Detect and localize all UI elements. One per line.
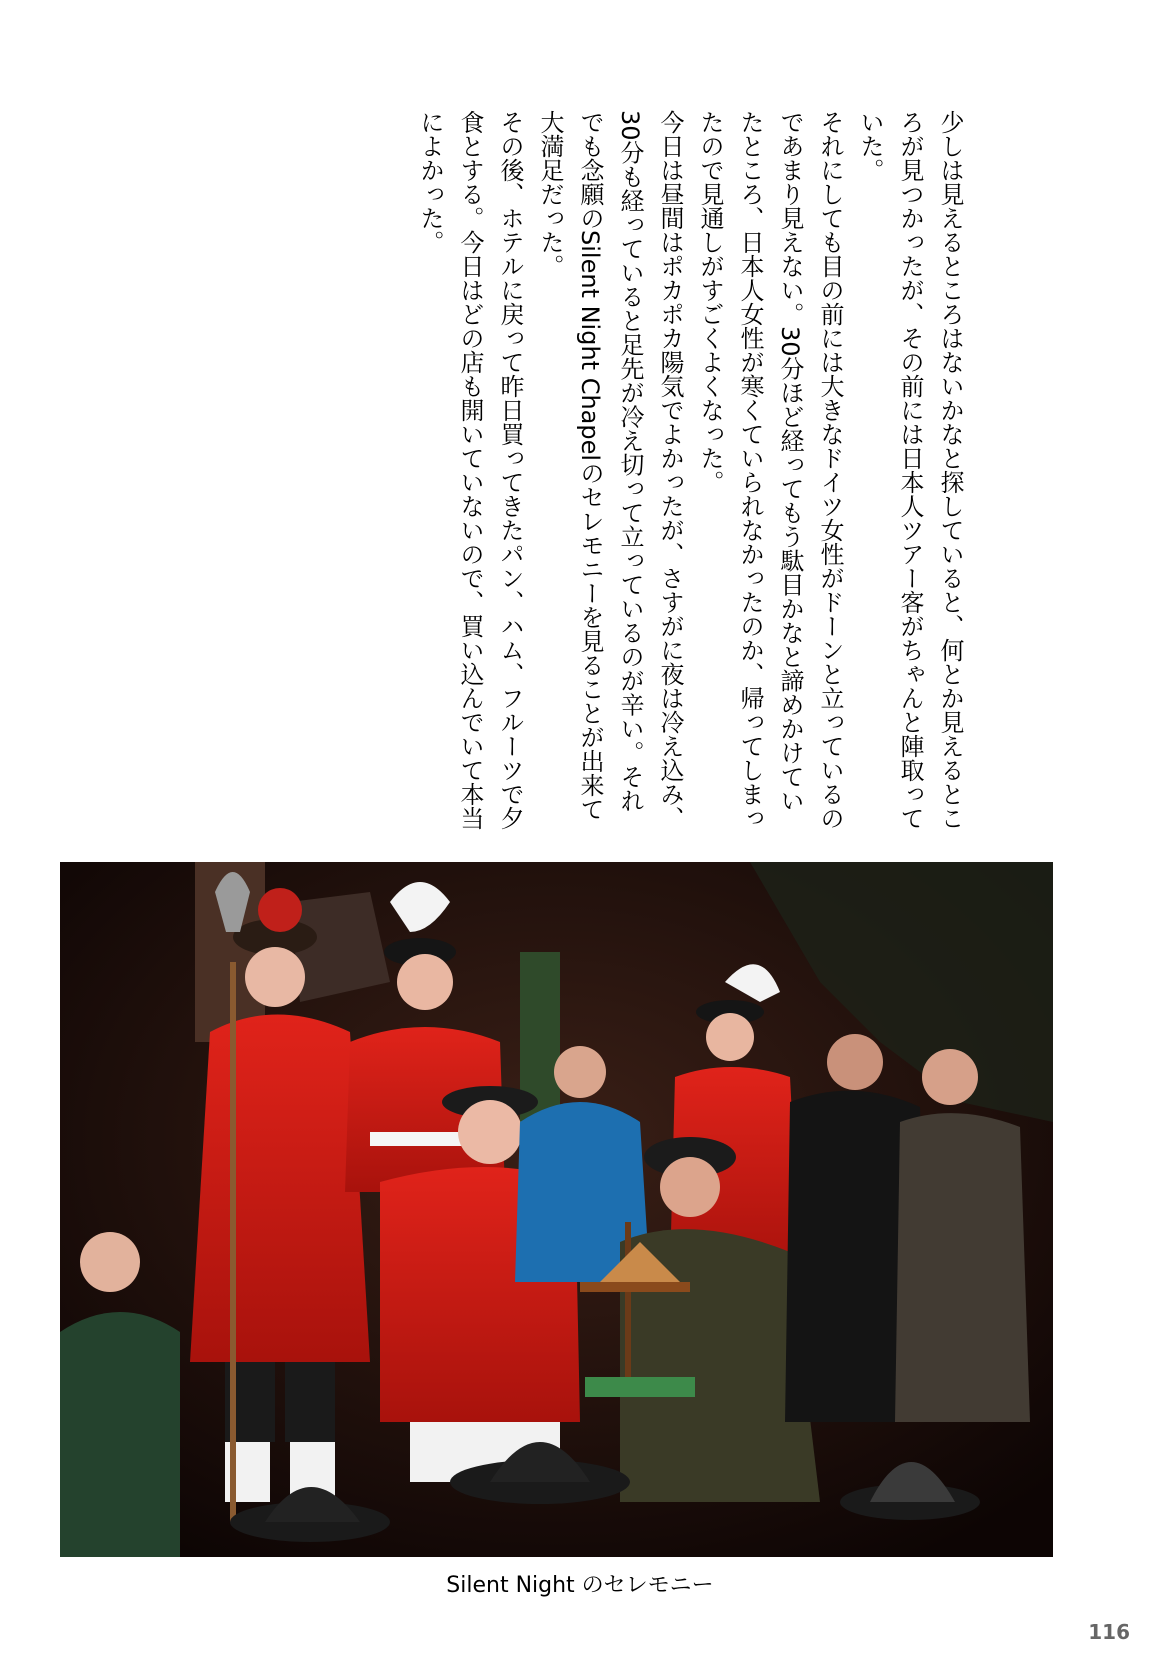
paragraph-1: 少しは見えるところはないかなと探していると、何とか見えるところが見つかったが、その前には日本人ツアー客がちゃんと陣取っていた。 xyxy=(856,110,964,830)
paragraph-4: その後、ホテルに戻って昨日買ってきたパン、ハム、フルーツで夕食とする。今日はどの店も開いていないので、買い込んでいて本当によかった。 xyxy=(416,110,524,830)
paragraph-3: 今日は昼間はポカポカ陽気でよかったが、さすがに夜は冷え込み、30分も経っていると足先が冷え切って立っているのが辛い。それでも念願のSilent Night Chapelのセレモニーを見ることが出来て大満足だった。 xyxy=(536,110,684,830)
ceremony-photo xyxy=(60,862,1053,1557)
body-text xyxy=(410,110,970,830)
page-number: 116 xyxy=(1088,1620,1130,1644)
paragraph-2: それにしても目の前には大きなドイツ女性がドーンと立っているのであまり見えない。30分ほど経ってもう駄目かなと諦めかけていたところ、日本人女性が寒くていられなかったのか、帰ってしまったので見通しがすごくよくなった。 xyxy=(696,110,844,830)
photo-caption: Silent Night のセレモニー xyxy=(446,1573,714,1598)
